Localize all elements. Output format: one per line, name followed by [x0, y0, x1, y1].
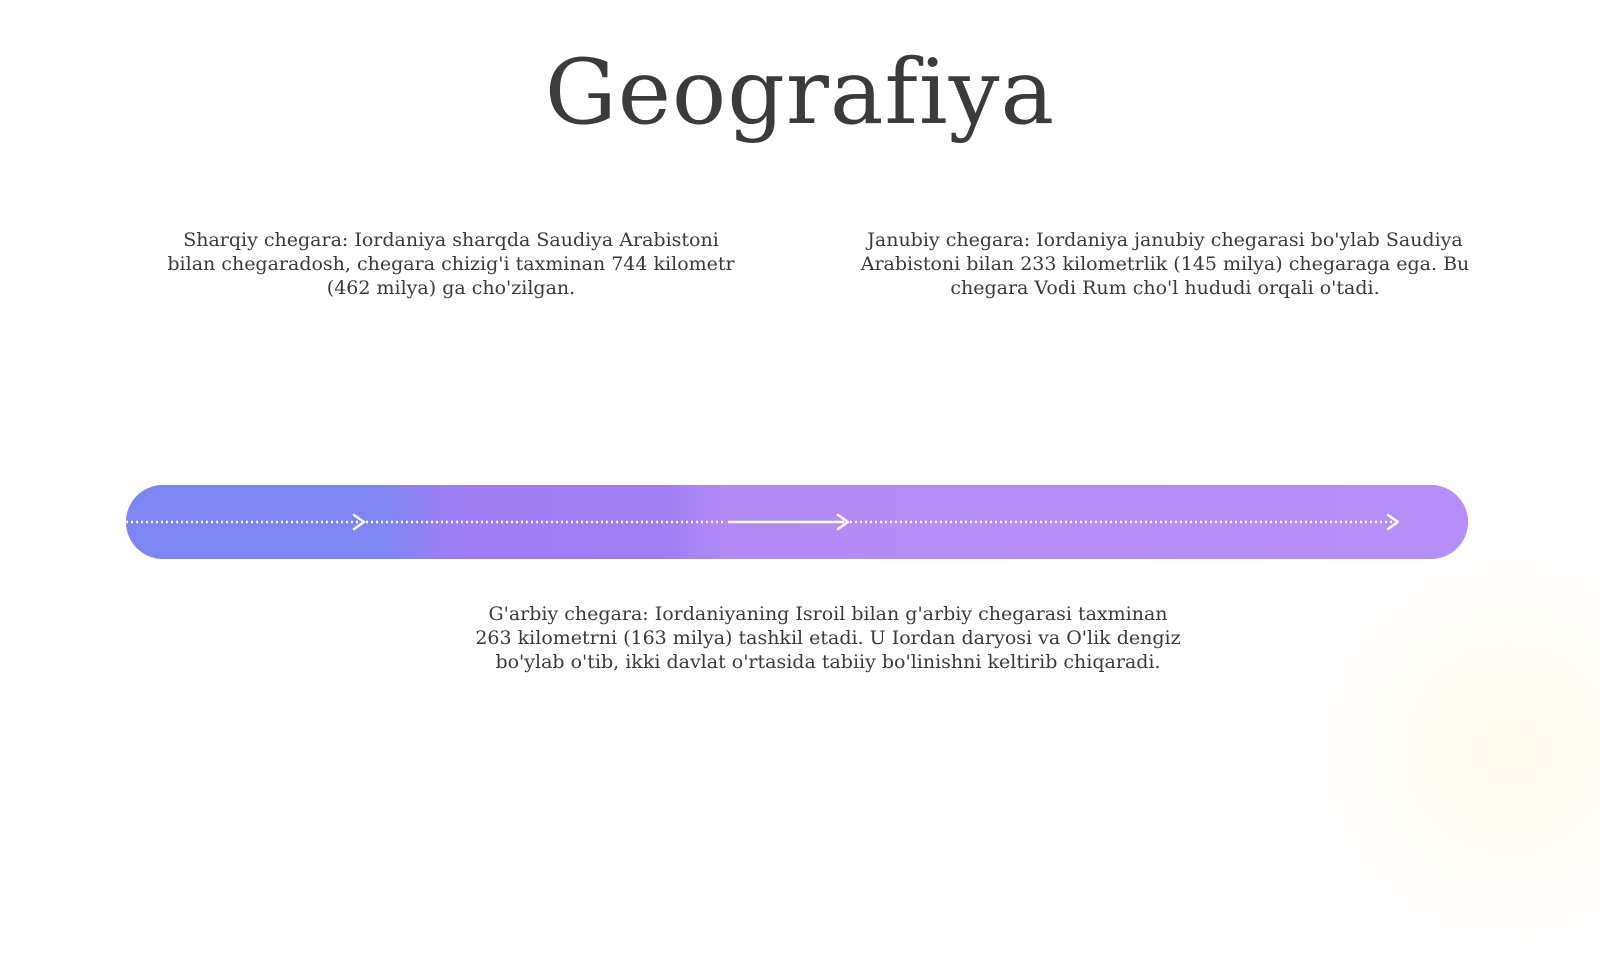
slide-title: Geografiya	[544, 40, 1056, 145]
timeline-arrows	[126, 485, 1468, 559]
background-glow	[1300, 539, 1600, 959]
west-border-text: G'arbiy chegara: Iordaniyaning Isroil bilan g'arbiy chegarasi taxminan 263 kilometrni (163 milya) tashkil etadi. U Iordan daryosi va O'lik dengiz bo'ylab o'tib, ikki davlat o'rtasida tabiiy bo'linishni keltirib chiqaradi.	[475, 603, 1181, 673]
east-border-text: Sharqiy chegara: Iordaniya sharqda Saudiya Arabistoni bilan chegaradosh, chegara chizig'i taxminan 744 kilometr (462 milya) ga cho'zilgan.	[167, 229, 735, 299]
south-border-text: Janubiy chegara: Iordaniya janubiy chegarasi bo'ylab Saudiya Arabistoni bilan 233 kilometrlik (145 milya) chegaraga ega. Bu chegara Vodi Rum cho'l hududi orqali o'tadi.	[860, 229, 1470, 299]
arrow-head-icon-3	[1388, 515, 1398, 529]
timeline-bar	[126, 485, 1468, 559]
arrow-head-icon-1	[354, 515, 364, 529]
